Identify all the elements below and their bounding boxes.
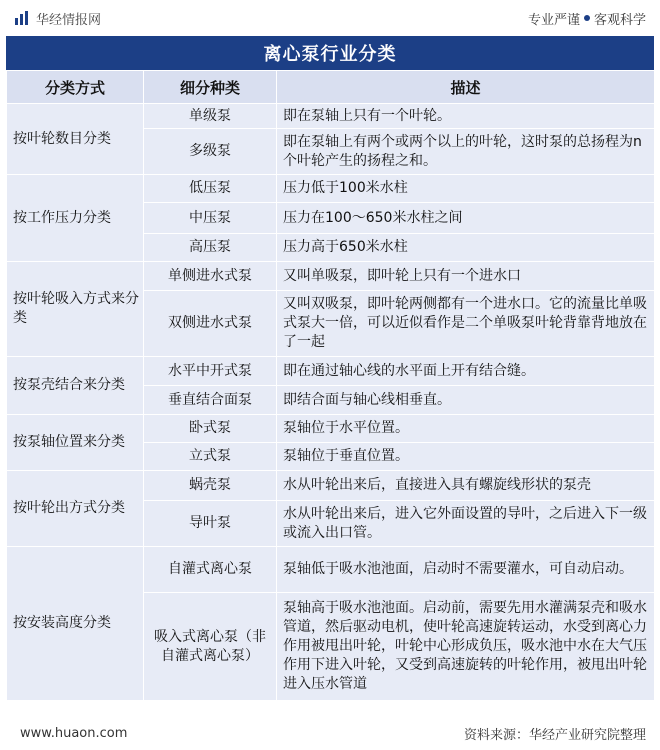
table-row [7, 471, 655, 501]
description-cell: 又叫单吸泵，即叶轮上只有一个进水口 [277, 262, 655, 291]
category-cell: 按叶轮出方式分类 [7, 471, 144, 547]
table-row [7, 357, 655, 386]
table-row [7, 104, 655, 129]
table-row [7, 175, 655, 203]
description-cell: 即在泵轴上有两个或两个以上的叶轮，这时泵的总扬程为n个叶轮产生的扬程之和。 [277, 129, 655, 175]
category-cell: 按泵轴位置来分类 [7, 415, 144, 471]
category-cell: 按叶轮吸入方式来分类 [7, 262, 144, 357]
table-header-row [7, 71, 655, 104]
subtype-cell: 吸入式离心泵（非自灌式离心泵） [144, 593, 277, 701]
table-row [7, 262, 655, 291]
subtype-cell: 高压泵 [144, 234, 277, 262]
classification-table [6, 36, 654, 701]
column-header-description: 描述 [277, 71, 655, 104]
slogan-right: 客观科学 [593, 12, 646, 28]
subtype-cell: 双侧进水式泵 [144, 291, 277, 357]
column-header-category: 分类方式 [7, 71, 144, 104]
footer [0, 716, 660, 750]
huajing-logo-icon [14, 10, 30, 26]
description-cell: 又叫双吸泵，即叶轮两侧都有一个进水口。它的流量比单吸式泵大一倍，可以近似看作是二个单吸泵叶轮背靠背地放在了一起 [277, 291, 655, 357]
category-cell: 按叶轮数目分类 [7, 104, 144, 175]
description-cell: 压力低于100米水柱 [277, 175, 655, 203]
category-cell: 按安装高度分类 [7, 547, 144, 701]
slogan-left: 专业严谨 [527, 12, 580, 28]
subtype-cell: 多级泵 [144, 129, 277, 175]
description-cell: 泵轴位于垂直位置。 [277, 443, 655, 471]
subtype-cell: 单级泵 [144, 104, 277, 129]
description-cell: 压力高于650米水柱 [277, 234, 655, 262]
subtype-cell: 导叶泵 [144, 501, 277, 547]
description-cell: 压力在100～650米水柱之间 [277, 203, 655, 234]
description-cell: 即在泵轴上只有一个叶轮。 [277, 104, 655, 129]
brand[interactable] [14, 9, 101, 28]
category-cell: 按工作压力分类 [7, 175, 144, 262]
description-cell: 即在通过轴心线的水平面上开有结合缝。 [277, 357, 655, 386]
subtype-cell: 中压泵 [144, 203, 277, 234]
subtype-cell: 卧式泵 [144, 415, 277, 443]
description-cell: 泵轴位于水平位置。 [277, 415, 655, 443]
description-cell: 即结合面与轴心线相垂直。 [277, 386, 655, 415]
data-source-note: 资料来源：华经产业研究院整理 [463, 727, 646, 743]
description-cell: 水从叶轮出来后，进入它外面设置的导叶，之后进入下一级或流入出口管。 [277, 501, 655, 547]
table-row [7, 547, 655, 593]
subtype-cell: 蜗壳泵 [144, 471, 277, 501]
subtype-cell: 低压泵 [144, 175, 277, 203]
table-title: 离心泵行业分类 [6, 36, 654, 70]
subtype-cell: 水平中开式泵 [144, 357, 277, 386]
subtype-cell: 自灌式离心泵 [144, 547, 277, 593]
column-header-subtype: 细分种类 [144, 71, 277, 104]
description-cell: 泵轴低于吸水池池面，启动时不需要灌水，可自动启动。 [277, 547, 655, 593]
bullet-dot-icon [584, 15, 590, 21]
slogan [528, 9, 646, 28]
subtype-cell: 单侧进水式泵 [144, 262, 277, 291]
top-bar [0, 0, 660, 36]
description-cell: 泵轴高于吸水池池面。启动前，需要先用水灌满泵壳和吸水管道，然后驱动电机，使叶轮高速旋转运动，水受到离心力作用被甩出叶轮，叶轮中心形成负压，吸水池中水在大气压作用下进入叶轮，又受到高速旋转的叶轮作用，被甩出叶轮进入压水管道 [277, 593, 655, 701]
subtype-cell: 立式泵 [144, 443, 277, 471]
table-grid [6, 70, 655, 701]
table-row [7, 415, 655, 443]
brand-name: 华经情报网 [36, 12, 102, 28]
website-link[interactable]: www.huaon.com [20, 725, 128, 741]
description-cell: 水从叶轮出来后，直接进入具有螺旋线形状的泵壳 [277, 471, 655, 501]
subtype-cell: 垂直结合面泵 [144, 386, 277, 415]
category-cell: 按泵壳结合来分类 [7, 357, 144, 415]
